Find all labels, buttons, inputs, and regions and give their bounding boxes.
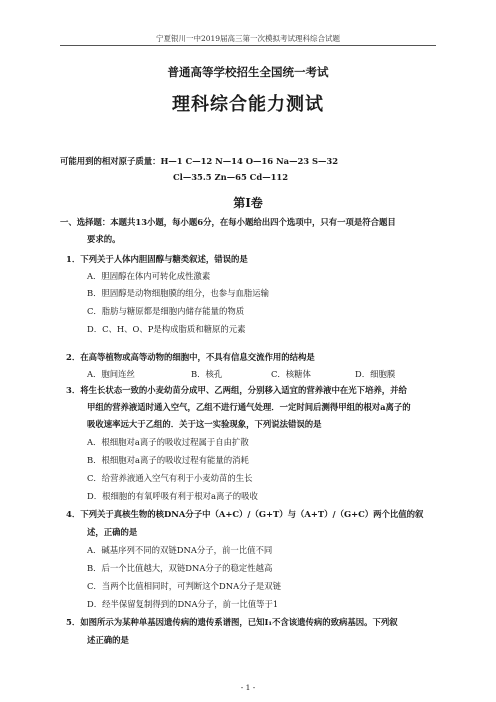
atomic-masses-line2: Cl—35.5 Zn—65 Cd—112 xyxy=(173,172,289,182)
page-header: 宁夏银川一中2019届高三第一次模拟考试理科综合试题 xyxy=(155,34,341,43)
header-divider xyxy=(60,45,436,46)
section1-instructions-line2: 要求的。 xyxy=(87,234,121,244)
q4-stem-line1: 4．下列关于真核生物的核DNA分子中（A+C）/（G+T）与（A+T）/（G+C）两个比值的叙 xyxy=(66,509,424,519)
q2-option-b: B．核孔 xyxy=(191,369,223,379)
page-number: - 1 - xyxy=(240,683,256,692)
q4-option-d: D．经半保留复制得到的DNA分子，前一比值等于1 xyxy=(87,599,279,609)
atomic-masses-line1: 可能用到的相对原子质量：H—1 C—12 N—14 O—16 Na—23 S—32 xyxy=(60,156,339,166)
q3-stem-line3: 吸收速率远大于乙组的．关于这一实验现象，下列说法错误的是 xyxy=(87,419,322,429)
q5-stem-line2: 述正确的是 xyxy=(87,635,129,645)
exam-title: 普通高等学校招生全国统一考试 xyxy=(167,65,329,79)
q5-stem-line1: 5．如图所示为某种单基因遗传病的遗传系谱图，已知Ⅰ₁不含该遗传病的致病基因。下列叙 xyxy=(66,617,398,627)
q2-stem: 2．在高等植物或高等动物的细胞中，不具有信息交流作用的结构是 xyxy=(66,352,315,362)
q1-option-a: A．胆固醇在体内可转化成性激素 xyxy=(87,271,211,281)
volume-title: 第Ⅰ卷 xyxy=(233,196,263,210)
q4-option-b: B．后一个比值越大，双链DNA分子的稳定性越高 xyxy=(87,563,273,573)
q4-option-c: C．当两个比值相同时，可判断这个DNA分子是双链 xyxy=(87,581,281,591)
section1-instructions-line1: 一、选择题：本题共13小题，每小题6分，在每小题给出四个选项中，只有一项是符合题目 xyxy=(60,217,396,227)
q3-option-d: D．根细胞的有氧呼吸有利于根对a离子的吸收 xyxy=(87,491,258,501)
q1-option-c: C．脂肪与糖原都是细胞内储存能量的物质 xyxy=(87,306,245,316)
q3-option-c: C．给营养液通入空气有利于小麦幼苗的生长 xyxy=(87,473,253,483)
q4-stem-line2: 述，正确的是 xyxy=(87,527,138,537)
q1-option-b: B．胆固醇是动物细胞膜的组分，也参与血脂运输 xyxy=(87,288,270,298)
q1-option-d: D．C、H、O、P是构成脂质和糖原的元素 xyxy=(87,324,246,334)
q3-option-b: B．根细胞对a离子的吸收过程有能量的消耗 xyxy=(87,455,249,465)
q2-option-d: D．细胞膜 xyxy=(355,369,396,379)
q4-option-a: A．碱基序列不同的双链DNA分子，前一比值不同 xyxy=(87,545,273,555)
exam-subject-title: 理科综合能力测试 xyxy=(172,94,324,115)
q1-stem: 1．下列关于人体内胆固醇与糖类叙述，错误的是 xyxy=(66,254,248,264)
q3-stem-line1: 3．将生长状态一致的小麦幼苗分成甲、乙两组，分别移入适宜的营养液中在光下培养，并给 xyxy=(66,385,407,395)
q3-option-a: A．根细胞对a离子的吸收过程属于自由扩散 xyxy=(87,437,249,447)
q2-option-a: A．胞间连丝 xyxy=(87,369,135,379)
q2-option-c: C．核糖体 xyxy=(271,369,311,379)
q3-stem-line2: 甲组的营养液适时通入空气，乙组不进行通气处理．一定时间后测得甲组的根对a离子的 xyxy=(87,402,411,412)
